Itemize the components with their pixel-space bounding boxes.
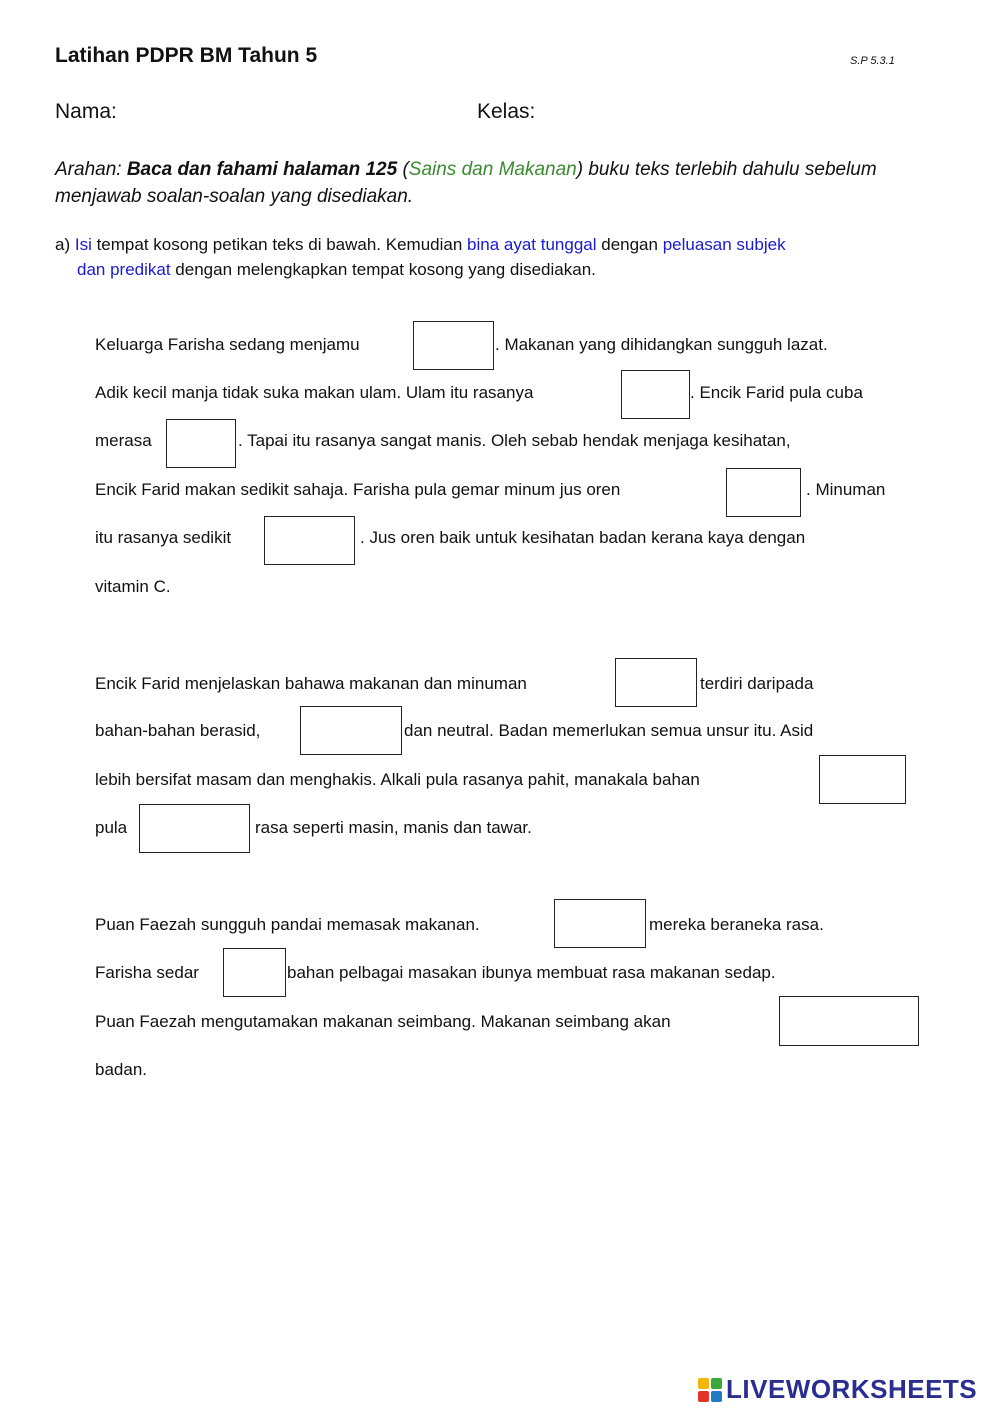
instruction-t1: tempat kosong petikan teks di bawah. Kemudian <box>91 235 468 254</box>
answer-box-11[interactable] <box>223 948 286 997</box>
instruction-a <box>55 232 935 282</box>
arahan-paren: ( <box>397 159 409 180</box>
instruction-t3: dengan melengkapkan tempat kosong yang disediakan. <box>170 260 596 279</box>
answer-box-12[interactable] <box>779 996 919 1046</box>
instruction-isi: Isi <box>74 235 92 254</box>
standard-code: S.P 5.3.1 <box>850 55 895 67</box>
passage1-line4-a: Encik Farid makan sedikit sahaja. Farisha pula gemar minum jus oren <box>95 480 621 499</box>
passage3-line3-a: Puan Faezah mengutamakan makanan seimbang. Makanan seimbang akan <box>95 1012 671 1031</box>
passage3-line1-a: Puan Faezah sungguh pandai memasak makanan. <box>95 915 480 934</box>
passage2-line4-a: pula <box>95 818 128 837</box>
passage3-line1-b: mereka beraneka rasa. <box>649 915 824 934</box>
passage1-line3-a: merasa <box>95 431 152 450</box>
passage1-line5-a: itu rasanya sedikit <box>95 528 232 547</box>
passage2-line1-b: terdiri daripada <box>700 674 814 693</box>
answer-box-4[interactable] <box>726 468 801 517</box>
instruction-peluasan-1: peluasan subjek <box>662 235 786 254</box>
answer-box-3[interactable] <box>166 419 236 468</box>
answer-box-6[interactable] <box>615 658 697 707</box>
answer-box-5[interactable] <box>264 516 355 565</box>
logo-squares-icon <box>698 1378 722 1402</box>
arahan-bold: Baca dan fahami halaman 125 <box>126 159 398 180</box>
arahan-prefix: Arahan: <box>55 159 127 180</box>
passage2-line3-a: lebih bersifat masam dan menghakis. Alkali pula rasanya pahit, manakala bahan <box>95 770 700 789</box>
answer-box-8[interactable] <box>819 755 906 804</box>
passage1-line1-a: Keluarga Farisha sedang menjamu <box>95 335 360 354</box>
arahan-rest: ) buku teks terlebih dahulu sebelum menjawab soalan-soalan yang disediakan. <box>55 159 877 207</box>
answer-box-10[interactable] <box>554 899 646 948</box>
instruction-bina: bina ayat tunggal <box>467 235 597 254</box>
passage1-line4-b: . Minuman <box>806 480 886 499</box>
passage1-line2-a: Adik kecil manja tidak suka makan ulam. Ulam itu rasanya <box>95 383 534 402</box>
answer-box-1[interactable] <box>413 321 494 370</box>
passage1-line1-b: . Makanan yang dihidangkan sungguh lazat. <box>495 335 828 354</box>
kelas-label: Kelas: <box>477 100 536 123</box>
arahan-topic: Sains dan Makanan <box>408 159 577 180</box>
instruction-peluasan-2: dan predikat <box>77 260 171 279</box>
instruction-t2: dengan <box>596 235 663 254</box>
logo-square-2 <box>711 1378 722 1389</box>
passage2-line1-a: Encik Farid menjelaskan bahawa makanan dan minuman <box>95 674 527 693</box>
worksheet-title: Latihan PDPR BM Tahun 5 <box>55 44 318 67</box>
passage3-line2-b: bahan pelbagai masakan ibunya membuat rasa makanan sedap. <box>287 963 776 982</box>
passage3-line4: badan. <box>95 1060 147 1079</box>
nama-label: Nama: <box>55 100 117 123</box>
logo-square-1 <box>698 1378 709 1389</box>
logo-square-4 <box>711 1391 722 1402</box>
logo-square-3 <box>698 1391 709 1402</box>
passage1-line6: vitamin C. <box>95 577 171 596</box>
logo-text: LIVEWORKSHEETS <box>726 1374 978 1404</box>
passage3-line2-a: Farisha sedar <box>95 963 199 982</box>
passage1-line3-b: . Tapai itu rasanya sangat manis. Oleh sebab hendak menjaga kesihatan, <box>238 431 791 450</box>
passage1-line2-b: . Encik Farid pula cuba <box>690 383 863 402</box>
answer-box-7[interactable] <box>300 706 402 755</box>
passage2-line4-b: rasa seperti masin, manis dan tawar. <box>255 818 532 837</box>
passage2-line2-a: bahan-bahan berasid, <box>95 721 261 740</box>
arahan-text <box>55 156 935 210</box>
passage2-line2-b: dan neutral. Badan memerlukan semua unsur itu. Asid <box>404 721 814 740</box>
liveworksheets-logo <box>698 1374 977 1405</box>
instruction-marker: a) <box>55 235 75 254</box>
passage1-line5-b: . Jus oren baik untuk kesihatan badan kerana kaya dengan <box>360 528 806 547</box>
answer-box-9[interactable] <box>139 804 250 853</box>
answer-box-2[interactable] <box>621 370 690 419</box>
